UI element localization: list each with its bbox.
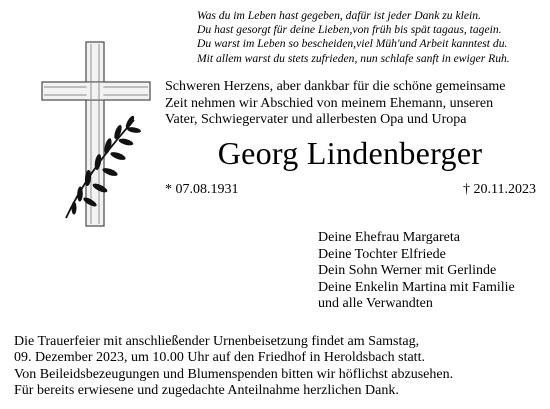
poem-line: Was du im Leben hast gegeben, dafür ist jeder Dank zu klein. bbox=[197, 9, 481, 22]
funeral-notice bbox=[14, 334, 544, 400]
family-line: Deine Tochter Elfriede bbox=[318, 246, 446, 262]
poem-line: Mit allem warst du stets zufrieden, nun schlafe sanft in ewiger Ruh. bbox=[197, 51, 510, 65]
deceased-name: Georg Lindenberger bbox=[217, 135, 483, 171]
footer-line: Für bereits erwiesene und zugedachte Anteilnahme herzlichen Dank. bbox=[14, 383, 399, 399]
family-line: Dein Sohn Werner mit Gerlinde bbox=[318, 263, 497, 279]
poem-line: Du hast gesorgt für deine Lieben,von früh bis spät tagaus, tagein. bbox=[197, 23, 502, 37]
intro-line: Schweren Herzens, aber dankbar für die schöne gemeinsame bbox=[165, 79, 506, 94]
death-date: † 20.11.2023 bbox=[463, 182, 536, 197]
footer-line: 09. Dezember 2023, um 10.00 Uhr auf den Friedhof in Heroldsbach statt. bbox=[14, 350, 425, 366]
footer-line: Die Trauerfeier mit anschließender Urnenbeisetzung findet am Samstag, bbox=[14, 334, 420, 349]
family-line: und alle Verwandten bbox=[318, 296, 433, 312]
birth-date: * 07.08.1931 bbox=[165, 182, 239, 197]
intro-line: Vater, Schwiegervater und allerbesten Opa und Uropa bbox=[165, 112, 467, 128]
family-list bbox=[318, 230, 543, 313]
family-line: Deine Ehefrau Margareta bbox=[318, 230, 460, 245]
footer-line: Von Beileidsbezeugungen und Blumenspenden bitten wir höflichst abzusehen. bbox=[14, 366, 454, 382]
poem-line: Du warst im Leben so bescheiden,viel Müh'und Arbeit kanntest du. bbox=[197, 37, 508, 51]
intro-line: Zeit nehmen wir Abschied von meinem Ehemann, unseren bbox=[165, 95, 494, 111]
cross-with-palm-branch-icon bbox=[38, 38, 158, 228]
poem bbox=[197, 9, 542, 66]
family-line: Deine Enkelin Martina mit Familie bbox=[318, 279, 515, 295]
intro-text bbox=[165, 79, 545, 129]
